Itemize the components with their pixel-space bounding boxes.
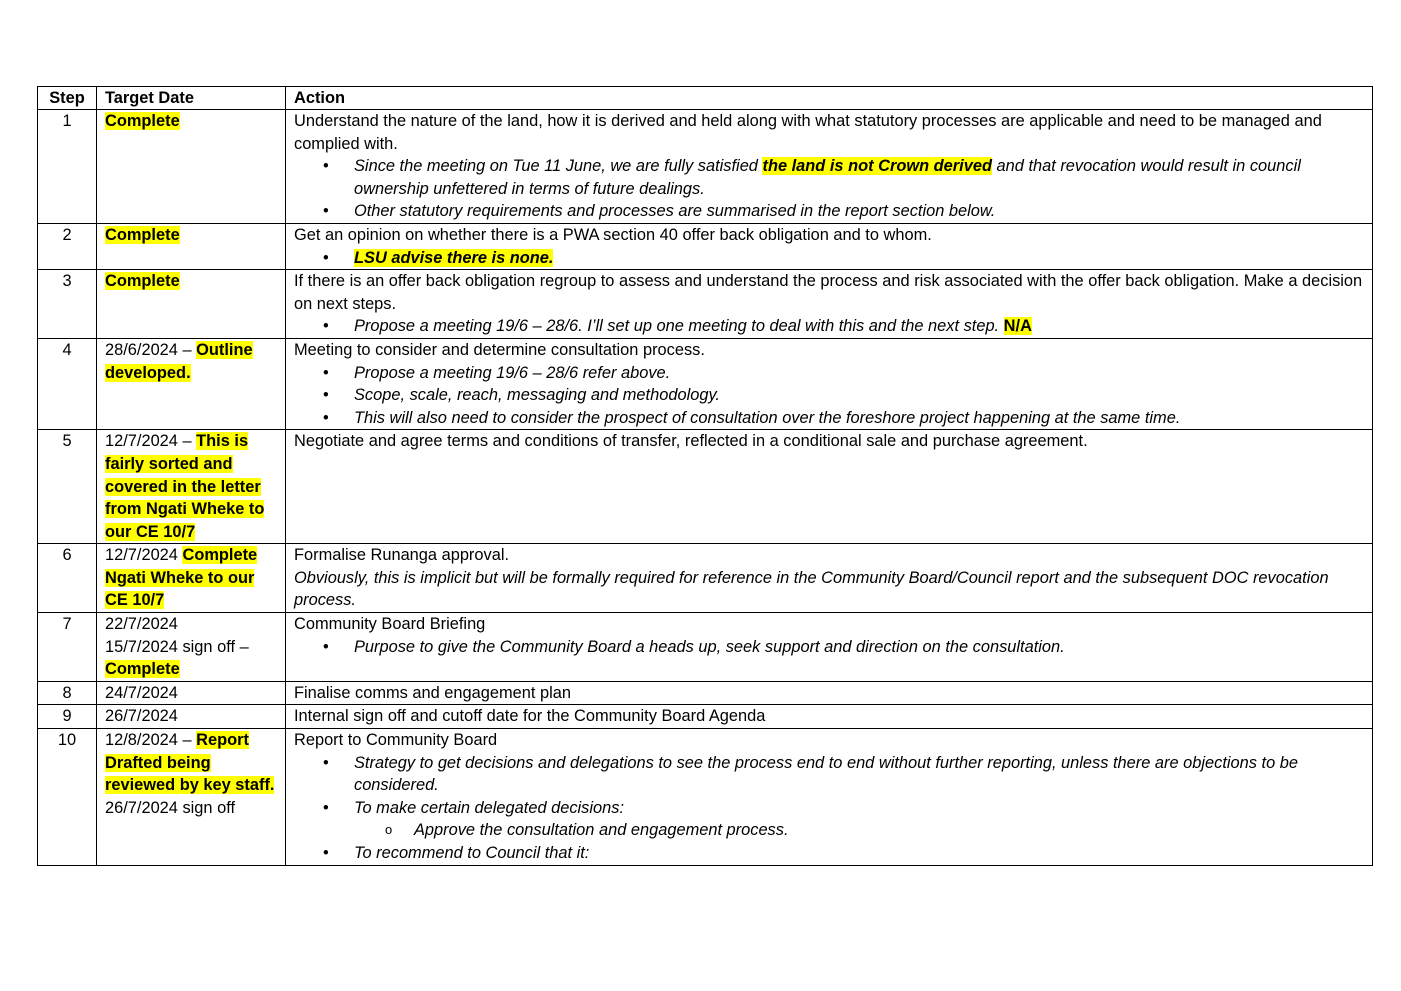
action-text: Negotiate and agree terms and conditions of transfer, reflected in a conditional sale and purchase agreement. (294, 432, 1088, 451)
step-number: 4 (38, 338, 97, 429)
table-header-row (38, 87, 1373, 110)
bullet-list (294, 315, 1364, 338)
date-text: 24/7/2024 (105, 683, 178, 702)
step-number: 10 (38, 729, 97, 866)
status-highlight: Complete (105, 112, 180, 130)
table-row (38, 338, 1373, 429)
table-row (38, 729, 1373, 866)
table-row (38, 544, 1373, 613)
header-action: Action (286, 87, 1373, 110)
target-date-cell (97, 430, 286, 544)
action-text: Get an opinion on whether there is a PWA section 40 offer back obligation and to whom. (294, 225, 932, 244)
status-highlight: Complete (105, 225, 180, 244)
action-note: Obviously, this is implicit but will be formally required for reference in the Community Board/Council report and the subsequent DOC revocation process. (294, 568, 1329, 610)
action-cell (286, 544, 1373, 613)
step-number: 5 (38, 430, 97, 544)
action-text: If there is an offer back obligation regroup to assess and understand the process and risk associated with the offer back obligation. Make a decision on next steps. (294, 272, 1363, 313)
highlighted-text: LSU advise there is none. (354, 248, 554, 267)
target-date-cell (97, 338, 286, 429)
list-item: • Since the meeting on Tue 11 June, we are fully satisfied the land is not Crown derived and that revocation would result in council ownership unfettered in terms of future dealings. (294, 155, 1364, 200)
status-highlight: This is fairly sorted and covered in the letter from Ngati Wheke to our CE 10/7 (105, 432, 265, 541)
target-date-cell (97, 110, 286, 224)
action-cell (286, 223, 1373, 269)
header-step: Step (38, 87, 97, 110)
table-row (38, 613, 1373, 682)
date-text: 28/6/2024 – (105, 340, 197, 359)
bullet-list (294, 362, 1364, 430)
table-row (38, 681, 1373, 705)
list-item: • To make certain delegated decisions: (294, 797, 1364, 820)
list-item: • Propose a meeting 19/6 – 28/6 refer above. (294, 362, 1364, 385)
action-cell (286, 613, 1373, 682)
action-text: Understand the nature of the land, how it is derived and held along with what statutory processes are applicable and need to be managed and complied with. (294, 112, 1322, 153)
sub-list-item: o Approve the consultation and engagement process. (294, 819, 1364, 842)
status-highlight: Outline developed. (105, 340, 253, 382)
table-row (38, 430, 1373, 544)
status-highlight: Complete (105, 272, 180, 291)
step-number: 8 (38, 681, 97, 705)
action-cell (286, 705, 1373, 729)
date-text: 12/7/2024 (105, 546, 183, 565)
action-cell (286, 270, 1373, 339)
date-text: 12/8/2024 – (105, 731, 197, 750)
status-highlight: Report Drafted being reviewed by key staff. (105, 731, 275, 795)
list-item: • Strategy to get decisions and delegations to see the process end to end without further reporting, unless there are objections to be considered. (294, 752, 1364, 797)
highlighted-text: N/A (1003, 317, 1032, 336)
list-item: • This will also need to consider the prospect of consultation over the foreshore project happening at the same time. (294, 407, 1364, 430)
list-item: • To recommend to Council that it: (294, 842, 1364, 865)
date-text: 26/7/2024 (105, 707, 178, 726)
action-text: Internal sign off and cutoff date for the Community Board Agenda (294, 707, 766, 726)
status-highlight: Complete Ngati Wheke to our CE 10/7 (105, 546, 258, 610)
table-row (38, 270, 1373, 339)
step-number: 3 (38, 270, 97, 339)
date-text: 12/7/2024 – (105, 432, 197, 451)
action-cell (286, 729, 1373, 866)
highlighted-text: the land is not Crown derived (762, 157, 992, 176)
target-date-cell (97, 544, 286, 613)
action-cell (286, 681, 1373, 705)
bullet-list (294, 752, 1364, 865)
bullet-list (294, 155, 1364, 223)
signoff-text: 26/7/2024 sign off (105, 798, 236, 817)
action-text: Formalise Runanga approval. (294, 546, 510, 565)
step-number: 6 (38, 544, 97, 613)
step-number: 2 (38, 223, 97, 269)
target-date-cell (97, 613, 286, 682)
target-date-cell (97, 705, 286, 729)
step-number: 7 (38, 613, 97, 682)
list-item: • Propose a meeting 19/6 – 28/6. I’ll set up one meeting to deal with this and the next step. N/A (294, 315, 1364, 338)
action-cell (286, 338, 1373, 429)
list-item: • Other statutory requirements and processes are summarised in the report section below. (294, 200, 1364, 223)
table-row (38, 223, 1373, 269)
list-item (294, 247, 1364, 270)
action-text: Meeting to consider and determine consultation process. (294, 340, 705, 359)
target-date-cell (97, 681, 286, 705)
target-date-cell (97, 270, 286, 339)
step-number: 9 (38, 705, 97, 729)
signoff-text: 15/7/2024 sign off – (105, 637, 249, 656)
table-row (38, 705, 1373, 729)
action-text: Report to Community Board (294, 731, 498, 750)
action-cell (286, 430, 1373, 544)
table-row (38, 110, 1373, 224)
date-text: 22/7/2024 (105, 615, 178, 634)
bullet-list (294, 636, 1364, 659)
step-number: 1 (38, 110, 97, 224)
list-item: • Scope, scale, reach, messaging and methodology. (294, 384, 1364, 407)
action-text: Finalise comms and engagement plan (294, 683, 571, 702)
status-highlight: Complete (105, 660, 180, 679)
action-cell (286, 110, 1373, 224)
list-item: • Purpose to give the Community Board a heads up, seek support and direction on the consultation. (294, 636, 1364, 659)
target-date-cell (97, 223, 286, 269)
action-text: Community Board Briefing (294, 615, 486, 634)
header-target-date: Target Date (97, 87, 286, 110)
action-plan-table (37, 86, 1373, 866)
target-date-cell (97, 729, 286, 866)
bullet-list (294, 247, 1364, 270)
